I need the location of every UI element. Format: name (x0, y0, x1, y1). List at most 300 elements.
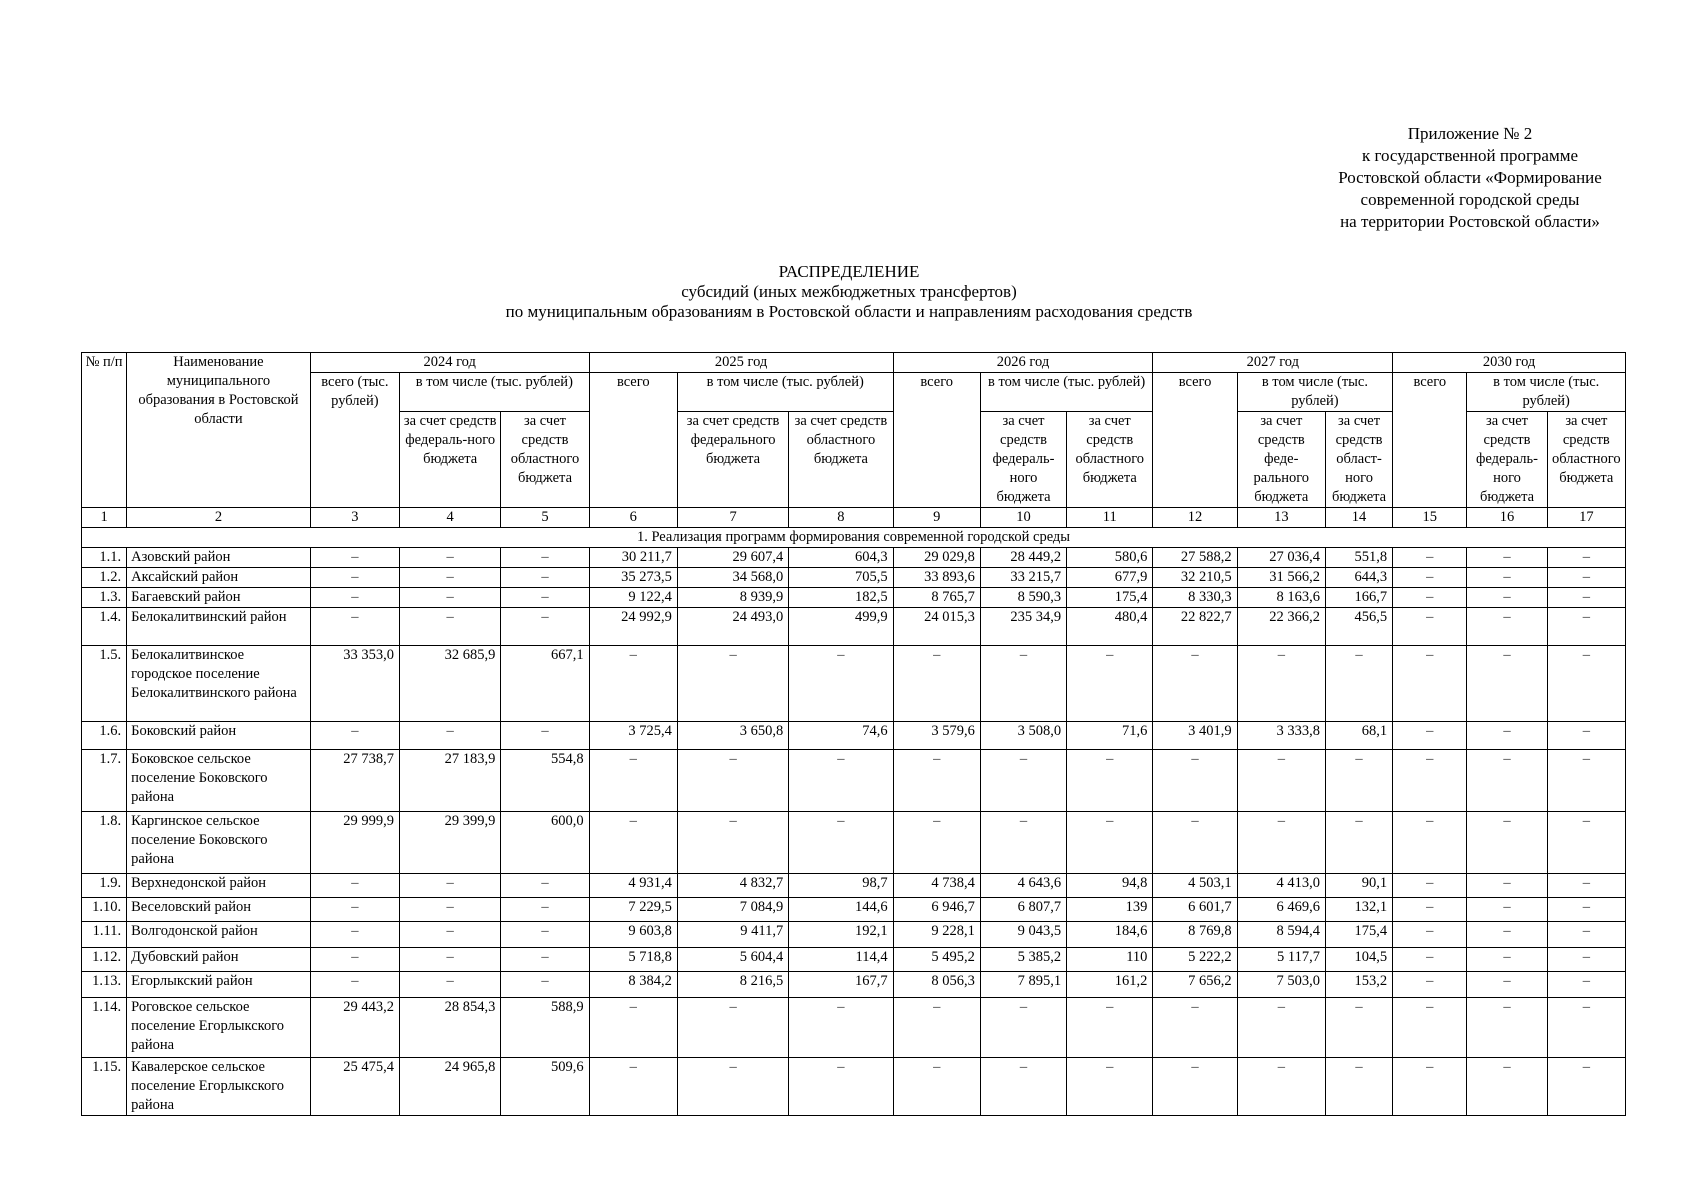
appendix-block (1290, 123, 1650, 233)
value-cell: 35 273,5 (589, 568, 677, 588)
value-cell: 8 384,2 (589, 972, 677, 998)
value-cell: 8 216,5 (677, 972, 788, 998)
value-cell: – (1547, 812, 1625, 874)
value-cell: – (589, 998, 677, 1058)
heading-subtitle: субсидий (иных межбюджетных трансфертов) (681, 282, 1017, 301)
value-cell: – (310, 568, 399, 588)
value-cell: – (677, 998, 788, 1058)
value-cell: – (1467, 548, 1547, 568)
value-cell: – (1237, 812, 1325, 874)
municipality-name: Кавалерское сельское поселение Егорлыкского района (127, 1058, 311, 1116)
value-cell: – (1467, 588, 1547, 608)
value-cell: 6 601,7 (1153, 898, 1237, 922)
value-cell: – (1547, 998, 1625, 1058)
value-cell: – (789, 1058, 893, 1116)
value-cell: 33 353,0 (310, 646, 399, 722)
value-cell: 22 366,2 (1237, 608, 1325, 646)
value-cell: – (1153, 646, 1237, 722)
value-cell: 9 411,7 (677, 922, 788, 948)
value-cell: 6 469,6 (1237, 898, 1325, 922)
header-fed-2027: за счет средств феде-рального бюджета (1237, 412, 1325, 508)
header-reg-2027: за счет средств област-ного бюджета (1325, 412, 1392, 508)
value-cell: – (501, 898, 589, 922)
value-cell: 22 822,7 (1153, 608, 1237, 646)
value-cell: 4 738,4 (893, 874, 980, 898)
value-cell: 132,1 (1325, 898, 1392, 922)
row-number: 1.1. (82, 548, 127, 568)
value-cell: – (310, 548, 399, 568)
value-cell: – (589, 1058, 677, 1116)
value-cell: 7 229,5 (589, 898, 677, 922)
column-number: 5 (501, 508, 589, 528)
value-cell: – (1467, 608, 1547, 646)
value-cell: – (1467, 874, 1547, 898)
value-cell: – (1067, 1058, 1153, 1116)
value-cell: 604,3 (789, 548, 893, 568)
value-cell: 71,6 (1067, 722, 1153, 750)
value-cell: – (789, 750, 893, 812)
value-cell: 3 579,6 (893, 722, 980, 750)
value-cell: – (501, 948, 589, 972)
value-cell: – (400, 548, 501, 568)
value-cell: 32 685,9 (400, 646, 501, 722)
value-cell: 3 333,8 (1237, 722, 1325, 750)
value-cell: – (1393, 588, 1467, 608)
value-cell: – (1325, 998, 1392, 1058)
value-cell: 24 015,3 (893, 608, 980, 646)
header-name: Наименование муниципального образования в Ростовской области (127, 353, 311, 508)
value-cell: 94,8 (1067, 874, 1153, 898)
header-total-2024: всего (тыс. рублей) (310, 373, 399, 508)
value-cell: 600,0 (501, 812, 589, 874)
row-number: 1.6. (82, 722, 127, 750)
value-cell: – (980, 1058, 1066, 1116)
value-cell: – (1393, 548, 1467, 568)
value-cell: – (501, 588, 589, 608)
value-cell: 29 399,9 (400, 812, 501, 874)
value-cell: 98,7 (789, 874, 893, 898)
value-cell: – (1067, 750, 1153, 812)
value-cell: 4 643,6 (980, 874, 1066, 898)
table-row (82, 568, 1626, 588)
value-cell: 5 718,8 (589, 948, 677, 972)
value-cell: – (1153, 998, 1237, 1058)
appendix-line: на территории Ростовской области» (1340, 212, 1600, 231)
value-cell: – (980, 646, 1066, 722)
table-row (82, 972, 1626, 998)
value-cell: – (677, 812, 788, 874)
row-number: 1.12. (82, 948, 127, 972)
value-cell: 705,5 (789, 568, 893, 588)
value-cell: – (501, 972, 589, 998)
column-numbers-row (82, 508, 1626, 528)
value-cell: 5 604,4 (677, 948, 788, 972)
value-cell: – (501, 874, 589, 898)
value-cell: 8 594,4 (1237, 922, 1325, 948)
value-cell: 8 769,8 (1153, 922, 1237, 948)
value-cell: 32 210,5 (1153, 568, 1237, 588)
header-year-2025: 2025 год (589, 353, 893, 373)
value-cell: – (310, 948, 399, 972)
value-cell: 175,4 (1325, 922, 1392, 948)
value-cell: 34 568,0 (677, 568, 788, 588)
header-row-years (82, 353, 1626, 373)
municipality-name: Верхнедонской район (127, 874, 311, 898)
value-cell: – (1467, 972, 1547, 998)
value-cell: 5 222,2 (1153, 948, 1237, 972)
value-cell: 8 590,3 (980, 588, 1066, 608)
value-cell: 7 503,0 (1237, 972, 1325, 998)
table-row (82, 548, 1626, 568)
header-reg-2026: за счет средств областного бюджета (1067, 412, 1153, 508)
value-cell: – (400, 898, 501, 922)
value-cell: – (893, 998, 980, 1058)
value-cell: – (1467, 922, 1547, 948)
value-cell: – (1393, 568, 1467, 588)
value-cell: – (400, 874, 501, 898)
value-cell: 28 854,3 (400, 998, 501, 1058)
value-cell: – (1237, 646, 1325, 722)
value-cell: 551,8 (1325, 548, 1392, 568)
value-cell: 8 163,6 (1237, 588, 1325, 608)
column-number: 10 (980, 508, 1066, 528)
column-number: 6 (589, 508, 677, 528)
value-cell: 4 832,7 (677, 874, 788, 898)
header-row-groups (82, 373, 1626, 412)
value-cell: 9 228,1 (893, 922, 980, 948)
column-number: 11 (1067, 508, 1153, 528)
value-cell: 8 056,3 (893, 972, 980, 998)
value-cell: – (1237, 998, 1325, 1058)
value-cell: 182,5 (789, 588, 893, 608)
value-cell: – (1393, 750, 1467, 812)
value-cell: 8 330,3 (1153, 588, 1237, 608)
value-cell: 7 656,2 (1153, 972, 1237, 998)
value-cell: – (1067, 812, 1153, 874)
value-cell: – (310, 874, 399, 898)
column-number: 9 (893, 508, 980, 528)
value-cell: 33 893,6 (893, 568, 980, 588)
value-cell: 9 043,5 (980, 922, 1066, 948)
value-cell: – (1547, 874, 1625, 898)
value-cell: – (677, 750, 788, 812)
value-cell: – (1467, 722, 1547, 750)
row-number: 1.9. (82, 874, 127, 898)
value-cell: – (501, 922, 589, 948)
table-row (82, 998, 1626, 1058)
municipality-name: Белокалитвинский район (127, 608, 311, 646)
municipality-name: Егорлыкский район (127, 972, 311, 998)
value-cell: – (789, 646, 893, 722)
row-number: 1.15. (82, 1058, 127, 1116)
value-cell: 509,6 (501, 1058, 589, 1116)
document-heading (0, 262, 1698, 322)
value-cell: – (1547, 972, 1625, 998)
value-cell: 29 607,4 (677, 548, 788, 568)
value-cell: – (893, 1058, 980, 1116)
value-cell: – (589, 812, 677, 874)
value-cell: 175,4 (1067, 588, 1153, 608)
municipality-name: Каргинское сельское поселение Боковского района (127, 812, 311, 874)
value-cell: 27 738,7 (310, 750, 399, 812)
value-cell: – (400, 608, 501, 646)
value-cell: – (677, 1058, 788, 1116)
value-cell: 456,5 (1325, 608, 1392, 646)
value-cell: – (310, 898, 399, 922)
value-cell: 27 183,9 (400, 750, 501, 812)
value-cell: – (1393, 646, 1467, 722)
column-number: 13 (1237, 508, 1325, 528)
value-cell: – (1547, 1058, 1625, 1116)
value-cell: – (589, 646, 677, 722)
value-cell: – (1237, 1058, 1325, 1116)
header-total-2027: всего (1153, 373, 1237, 508)
value-cell: – (1547, 722, 1625, 750)
header-total-2026: всего (893, 373, 980, 508)
value-cell: – (1393, 812, 1467, 874)
table-row (82, 922, 1626, 948)
value-cell: 90,1 (1325, 874, 1392, 898)
row-number: 1.13. (82, 972, 127, 998)
section-row (82, 528, 1626, 548)
value-cell: 139 (1067, 898, 1153, 922)
value-cell: – (589, 750, 677, 812)
value-cell: – (1325, 812, 1392, 874)
value-cell: – (1547, 898, 1625, 922)
value-cell: 29 443,2 (310, 998, 399, 1058)
value-cell: – (1467, 1058, 1547, 1116)
value-cell: 644,3 (1325, 568, 1392, 588)
header-fed-2024: за счет средств федераль-ного бюджета (400, 412, 501, 508)
header-incl-2025: в том числе (тыс. рублей) (677, 373, 893, 412)
value-cell: 580,6 (1067, 548, 1153, 568)
value-cell: – (1547, 588, 1625, 608)
value-cell: 3 725,4 (589, 722, 677, 750)
value-cell: – (1237, 750, 1325, 812)
value-cell: 588,9 (501, 998, 589, 1058)
municipality-name: Дубовский район (127, 948, 311, 972)
appendix-line: Ростовской области «Формирование (1338, 168, 1602, 187)
value-cell: 30 211,7 (589, 548, 677, 568)
header-incl-2030: в том числе (тыс. рублей) (1467, 373, 1626, 412)
row-number: 1.2. (82, 568, 127, 588)
value-cell: – (1067, 646, 1153, 722)
value-cell: 5 385,2 (980, 948, 1066, 972)
value-cell: – (400, 972, 501, 998)
value-cell: – (1153, 1058, 1237, 1116)
heading-title: РАСПРЕДЕЛЕНИЕ (778, 262, 920, 281)
header-reg-2030: за счет средств областного бюджета (1547, 412, 1625, 508)
municipality-name: Багаевский район (127, 588, 311, 608)
value-cell: 74,6 (789, 722, 893, 750)
value-cell: 24 992,9 (589, 608, 677, 646)
value-cell: 3 650,8 (677, 722, 788, 750)
value-cell: 4 413,0 (1237, 874, 1325, 898)
value-cell: – (893, 750, 980, 812)
municipality-name: Боковский район (127, 722, 311, 750)
value-cell: – (310, 922, 399, 948)
value-cell: – (1467, 812, 1547, 874)
column-number: 7 (677, 508, 788, 528)
value-cell: 554,8 (501, 750, 589, 812)
header-fed-2030: за счет средств федераль-ного бюджета (1467, 412, 1547, 508)
section-title: 1. Реализация программ формирования современной городской среды (82, 528, 1626, 548)
value-cell: 114,4 (789, 948, 893, 972)
value-cell: – (1153, 750, 1237, 812)
value-cell: – (310, 608, 399, 646)
value-cell: – (1067, 998, 1153, 1058)
column-number: 2 (127, 508, 311, 528)
header-total-2030: всего (1393, 373, 1467, 508)
value-cell: – (1547, 922, 1625, 948)
value-cell: 28 449,2 (980, 548, 1066, 568)
value-cell: – (400, 588, 501, 608)
value-cell: 6 946,7 (893, 898, 980, 922)
column-number: 8 (789, 508, 893, 528)
header-total-2025: всего (589, 373, 677, 508)
value-cell: 7 084,9 (677, 898, 788, 922)
value-cell: 184,6 (1067, 922, 1153, 948)
municipality-name: Боковское сельское поселение Боковского района (127, 750, 311, 812)
table-row (82, 874, 1626, 898)
header-year-2027: 2027 год (1153, 353, 1393, 373)
column-number: 15 (1393, 508, 1467, 528)
value-cell: – (1393, 608, 1467, 646)
value-cell: – (677, 646, 788, 722)
municipality-name: Белокалитвинское городское поселение Белокалитвинского района (127, 646, 311, 722)
value-cell: – (310, 972, 399, 998)
column-number: 17 (1547, 508, 1625, 528)
value-cell: 68,1 (1325, 722, 1392, 750)
value-cell: – (1393, 972, 1467, 998)
value-cell: – (1467, 646, 1547, 722)
value-cell: 8 939,9 (677, 588, 788, 608)
municipality-name: Роговское сельское поселение Егорлыкского района (127, 998, 311, 1058)
value-cell: – (501, 568, 589, 588)
value-cell: – (1393, 998, 1467, 1058)
header-year-2024: 2024 год (310, 353, 589, 373)
value-cell: – (1467, 568, 1547, 588)
value-cell: 24 493,0 (677, 608, 788, 646)
column-number: 14 (1325, 508, 1392, 528)
row-number: 1.8. (82, 812, 127, 874)
appendix-line: к государственной программе (1361, 146, 1579, 165)
value-cell: 5 117,7 (1237, 948, 1325, 972)
value-cell: – (1325, 750, 1392, 812)
value-cell: 4 503,1 (1153, 874, 1237, 898)
value-cell: – (1547, 608, 1625, 646)
heading-subtitle: по муниципальным образованиям в Ростовской области и направлениям расходования средств (505, 302, 1193, 321)
value-cell: 27 588,2 (1153, 548, 1237, 568)
table-row (82, 812, 1626, 874)
value-cell: – (1547, 646, 1625, 722)
header-year-2026: 2026 год (893, 353, 1153, 373)
header-fed-2026: за счет средств федераль-ного бюджета (980, 412, 1066, 508)
value-cell: – (1547, 568, 1625, 588)
value-cell: 153,2 (1325, 972, 1392, 998)
header-incl-2026: в том числе (тыс. рублей) (980, 373, 1153, 412)
value-cell: – (1393, 948, 1467, 972)
table-body (82, 353, 1626, 1116)
value-cell: – (400, 568, 501, 588)
value-cell: – (1547, 548, 1625, 568)
value-cell: – (501, 608, 589, 646)
row-number: 1.4. (82, 608, 127, 646)
municipality-name: Азовский район (127, 548, 311, 568)
municipality-name: Аксайский район (127, 568, 311, 588)
value-cell: 25 475,4 (310, 1058, 399, 1116)
value-cell: – (1153, 812, 1237, 874)
table-row (82, 722, 1626, 750)
value-cell: 33 215,7 (980, 568, 1066, 588)
table-row (82, 588, 1626, 608)
column-number: 4 (400, 508, 501, 528)
value-cell: – (1467, 750, 1547, 812)
value-cell: 677,9 (1067, 568, 1153, 588)
value-cell: 144,6 (789, 898, 893, 922)
table-row (82, 948, 1626, 972)
value-cell: – (1393, 922, 1467, 948)
value-cell: 7 895,1 (980, 972, 1066, 998)
value-cell: – (400, 948, 501, 972)
value-cell: – (980, 750, 1066, 812)
value-cell: – (789, 812, 893, 874)
table-row (82, 608, 1626, 646)
value-cell: 9 603,8 (589, 922, 677, 948)
value-cell: – (980, 812, 1066, 874)
value-cell: – (1393, 874, 1467, 898)
row-number: 1.7. (82, 750, 127, 812)
row-number: 1.3. (82, 588, 127, 608)
value-cell: 3 401,9 (1153, 722, 1237, 750)
row-number: 1.14. (82, 998, 127, 1058)
value-cell: – (400, 922, 501, 948)
value-cell: – (893, 812, 980, 874)
value-cell: – (789, 998, 893, 1058)
municipality-name: Волгодонской район (127, 922, 311, 948)
appendix-line: Приложение № 2 (1407, 124, 1533, 143)
value-cell: 8 765,7 (893, 588, 980, 608)
header-incl-2024: в том числе (тыс. рублей) (400, 373, 590, 412)
column-number: 1 (82, 508, 127, 528)
value-cell: 27 036,4 (1237, 548, 1325, 568)
value-cell: – (501, 722, 589, 750)
value-cell: 192,1 (789, 922, 893, 948)
value-cell: 24 965,8 (400, 1058, 501, 1116)
value-cell: – (1467, 998, 1547, 1058)
value-cell: – (310, 588, 399, 608)
value-cell: – (1467, 898, 1547, 922)
value-cell: 667,1 (501, 646, 589, 722)
value-cell: – (1393, 1058, 1467, 1116)
value-cell: 167,7 (789, 972, 893, 998)
municipality-name: Веселовский район (127, 898, 311, 922)
column-number: 12 (1153, 508, 1237, 528)
value-cell: 499,9 (789, 608, 893, 646)
table-row (82, 1058, 1626, 1116)
value-cell: 480,4 (1067, 608, 1153, 646)
value-cell: 161,2 (1067, 972, 1153, 998)
value-cell: – (1325, 646, 1392, 722)
header-fed-2025: за счет средств федерального бюджета (677, 412, 788, 508)
column-number: 3 (310, 508, 399, 528)
value-cell: 5 495,2 (893, 948, 980, 972)
table-row (82, 646, 1626, 722)
header-year-2030: 2030 год (1393, 353, 1626, 373)
column-number: 16 (1467, 508, 1547, 528)
appendix-line: современной городской среды (1360, 190, 1580, 209)
subsidy-table (81, 352, 1626, 1116)
